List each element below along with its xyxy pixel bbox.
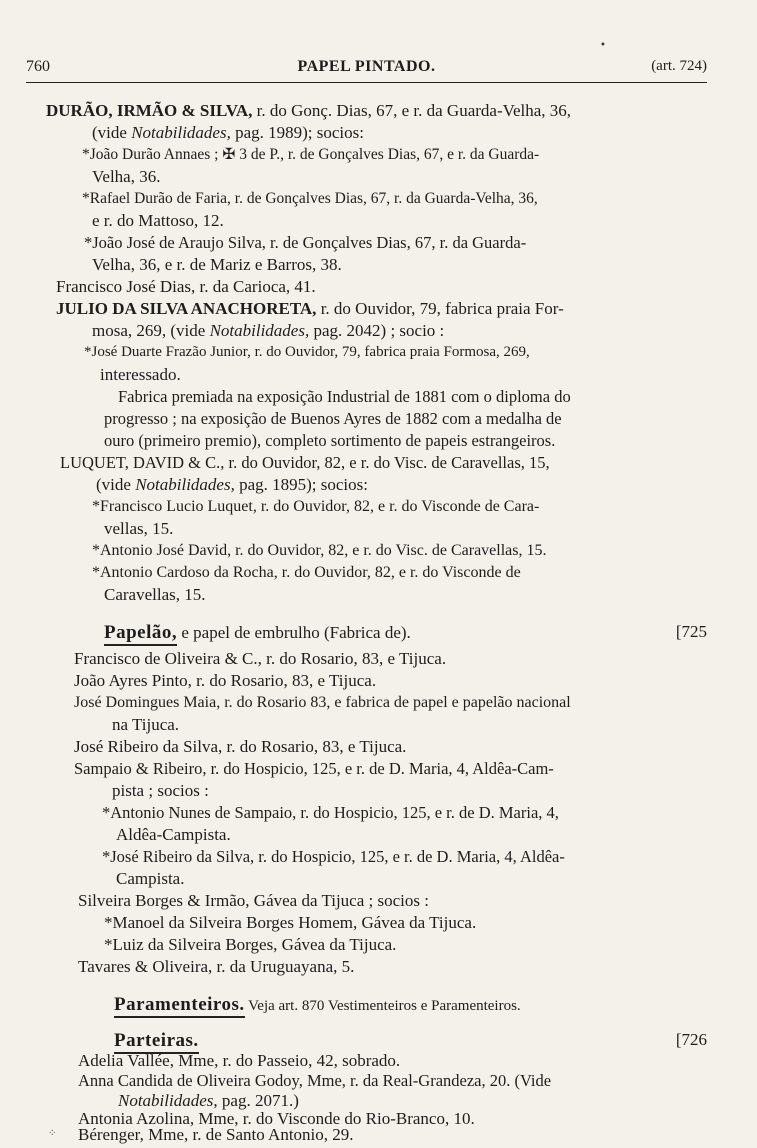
entry-line: João Ayres Pinto, r. do Rosario, 83, e Tijuca. (74, 671, 377, 690)
section-heading-paramenteiros (114, 994, 521, 1017)
entry-line: e r. do Mattoso, 12. (92, 211, 224, 230)
scan-speck: • (600, 40, 606, 51)
entry-line: Antonia Azolina, Mme, r. do Visconde do Rio-Branco, 10. (78, 1109, 475, 1128)
entry-line: *Antonio Nunes de Sampaio, r. do Hospicio, 125, e r. de D. Maria, 4, (102, 803, 559, 822)
entry-line: pista ; socios : (112, 781, 209, 800)
entry-line: Bérenger, Mme, r. de Santo Antonio, 29. (78, 1125, 354, 1144)
section-heading-papelao (104, 622, 411, 643)
section-heading-parteiras (114, 1030, 199, 1051)
entry-line: Campista. (116, 869, 185, 888)
entry-line: Fabrica premiada na exposição Industrial de 1881 com o diploma do (118, 387, 571, 406)
scan-speck: ⁘ (48, 1128, 57, 1139)
entry-line: *José Ribeiro da Silva, r. do Hospicio, 125, e r. de D. Maria, 4, Aldêa- (102, 847, 565, 866)
entry-line: mosa, 269, (vide Notabilidades, pag. 2042) ; socio : (92, 321, 445, 340)
entry-line: José Ribeiro da Silva, r. do Rosario, 83, e Tijuca. (74, 737, 407, 756)
entry-line: Notabilidades, pag. 2071.) (118, 1091, 299, 1110)
entry-line: DURÃO, IRMÃO & SILVA, r. do Gonç. Dias, 67, e r. da Guarda-Velha, 36, (46, 101, 572, 120)
section-number: [725 (675, 622, 707, 641)
page-number: 760 (26, 58, 50, 75)
entry-line: JULIO DA SILVA ANACHORETA, r. do Ouvidor, 79, fabrica praia For- (56, 299, 564, 318)
section-subtitle: Veja art. 870 Vestimenteiros e Paramenteiros. (244, 998, 521, 1014)
entry-line: *Francisco Lucio Luquet, r. do Ouvidor, 82, e r. do Visconde de Cara- (92, 498, 540, 515)
entry-line: Francisco José Dias, r. da Carioca, 41. (56, 277, 316, 296)
entry-line: vellas, 15. (104, 519, 174, 538)
entry-line: Tavares & Oliveira, r. da Uruguayana, 5. (78, 957, 355, 976)
entry-line: na Tijuca. (112, 715, 180, 734)
entry-line: *Antonio Cardoso da Rocha, r. do Ouvidor, 82, e r. do Visconde de (92, 564, 521, 581)
entry-line: progresso ; na exposição de Buenos Ayres de 1882 com a medalha de (104, 409, 562, 428)
entry-line: interessado. (100, 365, 181, 384)
entry-line: Anna Candida de Oliveira Godoy, Mme, r. da Real-Grandeza, 20. (Vide (78, 1071, 552, 1090)
entry-line: (vide Notabilidades, pag. 1895); socios: (96, 475, 368, 494)
entry-line: Aldêa-Campista. (116, 825, 231, 844)
entry-line: *João José de Araujo Silva, r. de Gonçalves Dias, 67, r. da Guarda- (84, 233, 527, 252)
entry-line: Francisco de Oliveira & C., r. do Rosario, 83, e Tijuca. (74, 649, 447, 668)
header-rule (26, 82, 707, 83)
section-subtitle: e papel de embrulho (Fabrica de). (177, 623, 411, 642)
entry-line: (vide Notabilidades, pag. 1989); socios: (92, 123, 364, 142)
entry-line: *Antonio José David, r. do Ouvidor, 82, e r. do Visc. de Caravellas, 15. (92, 542, 547, 559)
section-title: Papelão, (104, 622, 177, 646)
article-reference: (art. 724) (651, 58, 707, 74)
entry-line: Velha, 36. (92, 167, 161, 186)
entry-line: *Rafael Durão de Faria, r. de Gonçalves Dias, 67, r. da Guarda-Velha, 36, (82, 190, 538, 207)
entry-line: Sampaio & Ribeiro, r. do Hospicio, 125, e r. de D. Maria, 4, Aldêa-Cam- (74, 759, 554, 778)
section-title: Parteiras. (114, 1030, 199, 1054)
entry-line: Adelia Vallée, Mme, r. do Passeio, 42, sobrado. (78, 1051, 401, 1070)
entry-line: Silveira Borges & Irmão, Gávea da Tijuca ; socios : (78, 891, 429, 910)
entry-line: Velha, 36, e r. de Mariz e Barros, 38. (92, 255, 342, 274)
entry-line: *João Durão Annaes ; ✠ 3 de P., r. de Gonçalves Dias, 67, e r. da Guarda- (82, 146, 540, 163)
entry-line: José Domingues Maia, r. do Rosario 83, e fabrica de papel e papelão nacional (74, 694, 571, 711)
section-number: [726 (675, 1030, 707, 1049)
page-title: PAPEL PINTADO. (297, 58, 436, 75)
entry-line: *José Duarte Frazão Junior, r. do Ouvidor, 79, fabrica praia Formosa, 269, (84, 344, 530, 360)
entry-line: *Luiz da Silveira Borges, Gávea da Tijuca. (104, 935, 397, 954)
entry-line: LUQUET, DAVID & C., r. do Ouvidor, 82, e r. do Visc. de Caravellas, 15, (60, 453, 550, 472)
section-title: Paramenteiros. (114, 994, 245, 1018)
page-header (26, 58, 707, 82)
entry-line: Caravellas, 15. (104, 585, 206, 604)
entry-line: *Manoel da Silveira Borges Homem, Gávea da Tijuca. (104, 913, 477, 932)
entry-line: ouro (primeiro premio), completo sortimento de papeis estrangeiros. (104, 431, 556, 450)
